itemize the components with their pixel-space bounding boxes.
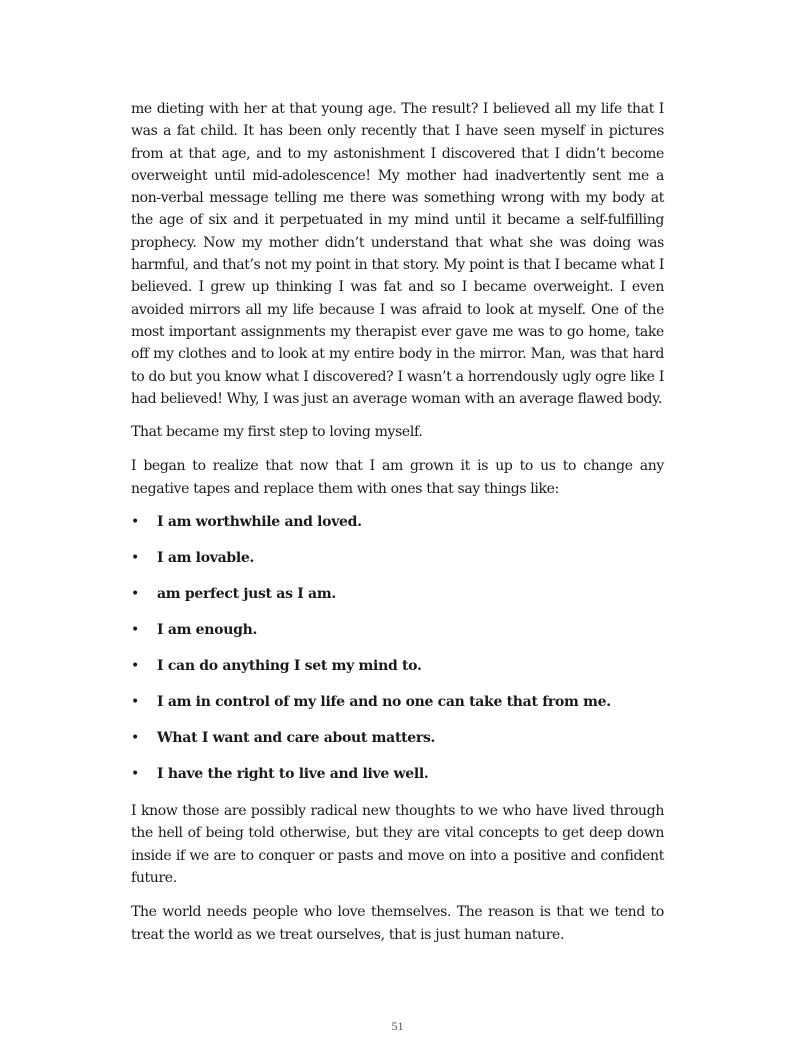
affirmation-text: I am lovable. — [157, 550, 255, 567]
list-item — [131, 620, 664, 640]
list-item — [131, 764, 664, 784]
bullet-icon: • — [131, 766, 139, 783]
affirmation-text: I am worthwhile and loved. — [157, 514, 362, 531]
affirmation-text: I can do anything I set my mind to. — [157, 658, 422, 675]
bullet-icon: • — [131, 514, 139, 531]
affirmation-list — [131, 512, 664, 784]
affirmation-text: am perfect just as I am. — [157, 586, 336, 603]
body-paragraph: I began to realize that now that I am grown it is up to us to change any negative tapes and replace them with ones that say things like: — [131, 458, 664, 497]
body-paragraph: me dieting with her at that young age. The result? I believed all my life that I was a fat child. It has been only recently that I have seen myself in pictures from at that age, and to my astonishment I discovered that I didn’t become overweight until mid-adolescence! My mother had inadvertently sent me a non-verbal message telling me there was something wrong with my body at the age of six and it perpetuated in my mind until it became a self-fulfilling prophecy. Now my mother didn’t understand that what she was doing was harmful, and that’s not my point in that story. My point is that I became what I believed. I grew up thinking I was fat and so I became overweight. I even avoided mirrors all my life because I was afraid to look at myself. One of the most important assignments my therapist ever gave me was to go home, take off my clothes and to look at my entire body in the mirror. Man, was that hard to do but you know what I discovered? I wasn’t a horrendously ugly ogre like I had believed! Why, I was just an average woman with an average flawed body. — [131, 101, 664, 407]
body-paragraph: That became my first step to loving myself. — [131, 424, 423, 441]
bullet-icon: • — [131, 658, 139, 675]
body-paragraph: The world needs people who love themselves. The reason is that we tend to treat the world as we treat ourselves, that is just human nature. — [131, 904, 664, 943]
bullet-icon: • — [131, 622, 139, 639]
bullet-icon: • — [131, 586, 139, 603]
list-item — [131, 692, 664, 712]
page-content — [131, 98, 664, 958]
affirmation-text: I am enough. — [157, 622, 258, 639]
list-item — [131, 728, 664, 748]
list-item — [131, 512, 664, 532]
list-item — [131, 584, 664, 604]
bullet-icon: • — [131, 550, 139, 567]
body-paragraph: I know those are possibly radical new thoughts to we who have lived through the hell of being told otherwise, but they are vital concepts to get deep down inside if we are to conquer or pasts and move on into a positive and confident future. — [131, 803, 664, 886]
page-number: 51 — [391, 1019, 404, 1033]
affirmation-text: What I want and care about matters. — [157, 730, 436, 747]
affirmation-text: I have the right to live and live well. — [157, 766, 429, 783]
bullet-icon: • — [131, 694, 139, 711]
list-item — [131, 548, 664, 568]
list-item — [131, 656, 664, 676]
affirmation-text: I am in control of my life and no one can take that from me. — [157, 694, 611, 711]
bullet-icon: • — [131, 730, 139, 747]
